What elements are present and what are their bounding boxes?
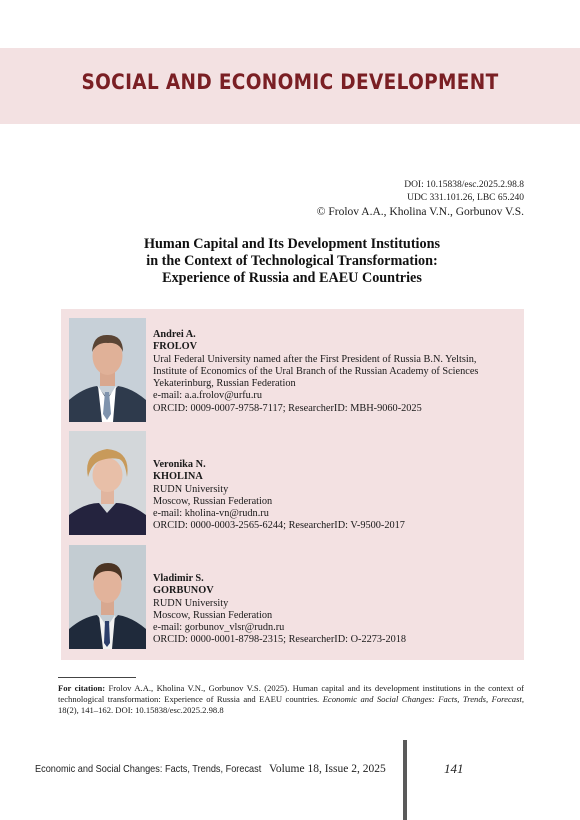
footer-volume: Volume 18, Issue 2, 2025	[269, 763, 386, 775]
author-location: Moscow, Russian Federation	[153, 609, 273, 621]
author-email[interactable]: e-mail: a.a.frolov@urfu.ru	[153, 390, 262, 402]
footer-divider	[403, 740, 407, 820]
author-ids: ORCID: 0000-0001-8798-2315; ResearcherID: O-2273-2018	[153, 634, 407, 646]
author-photo-frolov	[69, 318, 146, 422]
author-affiliation: Ural Federal University named after the First President of Russia B.N. Yeltsin,	[153, 353, 477, 365]
citation-block	[58, 683, 524, 717]
article-title-line: Experience of Russia and EAEU Countries	[162, 270, 422, 286]
author-info-gorbunov	[153, 573, 406, 647]
authors-panel	[61, 309, 524, 660]
author-info-frolov	[153, 329, 478, 415]
article-title	[60, 236, 524, 287]
footer-journal: Economic and Social Changes: Facts, Trends, Forecast	[35, 764, 262, 775]
udc-lbc: UDC 331.101.26, LBC 65.240	[407, 193, 524, 203]
author-first-name: Vladimir S.	[153, 573, 204, 584]
citation-text: Frolov A.A., Kholina V.N., Gorbunov V.S. (2025). Human capital and its development institutions in the context of technological transformation: Experience of Russia and EAEU countries.	[58, 683, 525, 705]
doi: DOI: 10.15838/esc.2025.2.98.8	[404, 180, 524, 190]
author-last-name: FROLOV	[153, 341, 198, 353]
author-photo-kholina	[69, 431, 146, 535]
author-email[interactable]: e-mail: kholina-vn@rudn.ru	[153, 508, 269, 520]
article-title-line: in the Context of Technological Transformation:	[146, 253, 438, 269]
author-first-name: Veronika N.	[153, 459, 206, 470]
author-location: Yekaterinburg, Russian Federation	[153, 378, 296, 390]
author-last-name: GORBUNOV	[153, 585, 214, 597]
author-email[interactable]: e-mail: gorbunov_vlsr@rudn.ru	[153, 622, 285, 634]
footnote-rule	[58, 677, 136, 678]
section-title: SOCIAL AND ECONOMIC DEVELOPMENT	[81, 70, 499, 95]
citation-label: For citation:	[58, 683, 106, 693]
copyright: © Frolov A.A., Kholina V.N., Gorbunov V.S.	[316, 206, 524, 218]
author-first-name: Andrei A.	[153, 329, 196, 340]
author-photo-gorbunov	[69, 545, 146, 649]
author-location: Moscow, Russian Federation	[153, 495, 273, 507]
author-last-name: KHOLINA	[153, 471, 203, 483]
author-affiliation: Institute of Economics of the Ural Branch of the Russian Academy of Sciences	[153, 365, 479, 377]
citation-journal: Economic and Social Changes: Facts, Trends, Forecast	[322, 694, 522, 705]
author-affiliation: RUDN University	[153, 597, 229, 609]
page-number: 141	[444, 761, 464, 776]
author-info-kholina	[153, 459, 405, 533]
citation-tail: , 18(2), 141–162. DOI: 10.15838/esc.2025.2.98.8	[58, 694, 524, 716]
author-ids: ORCID: 0009-0007-9758-7117; ResearcherID: MBH-9060-2025	[153, 402, 422, 414]
author-ids: ORCID: 0000-0003-2565-6244; ResearcherID: V-9500-2017	[153, 520, 405, 532]
article-title-line: Human Capital and Its Development Institutions	[143, 236, 440, 252]
author-affiliation: RUDN University	[153, 483, 229, 495]
